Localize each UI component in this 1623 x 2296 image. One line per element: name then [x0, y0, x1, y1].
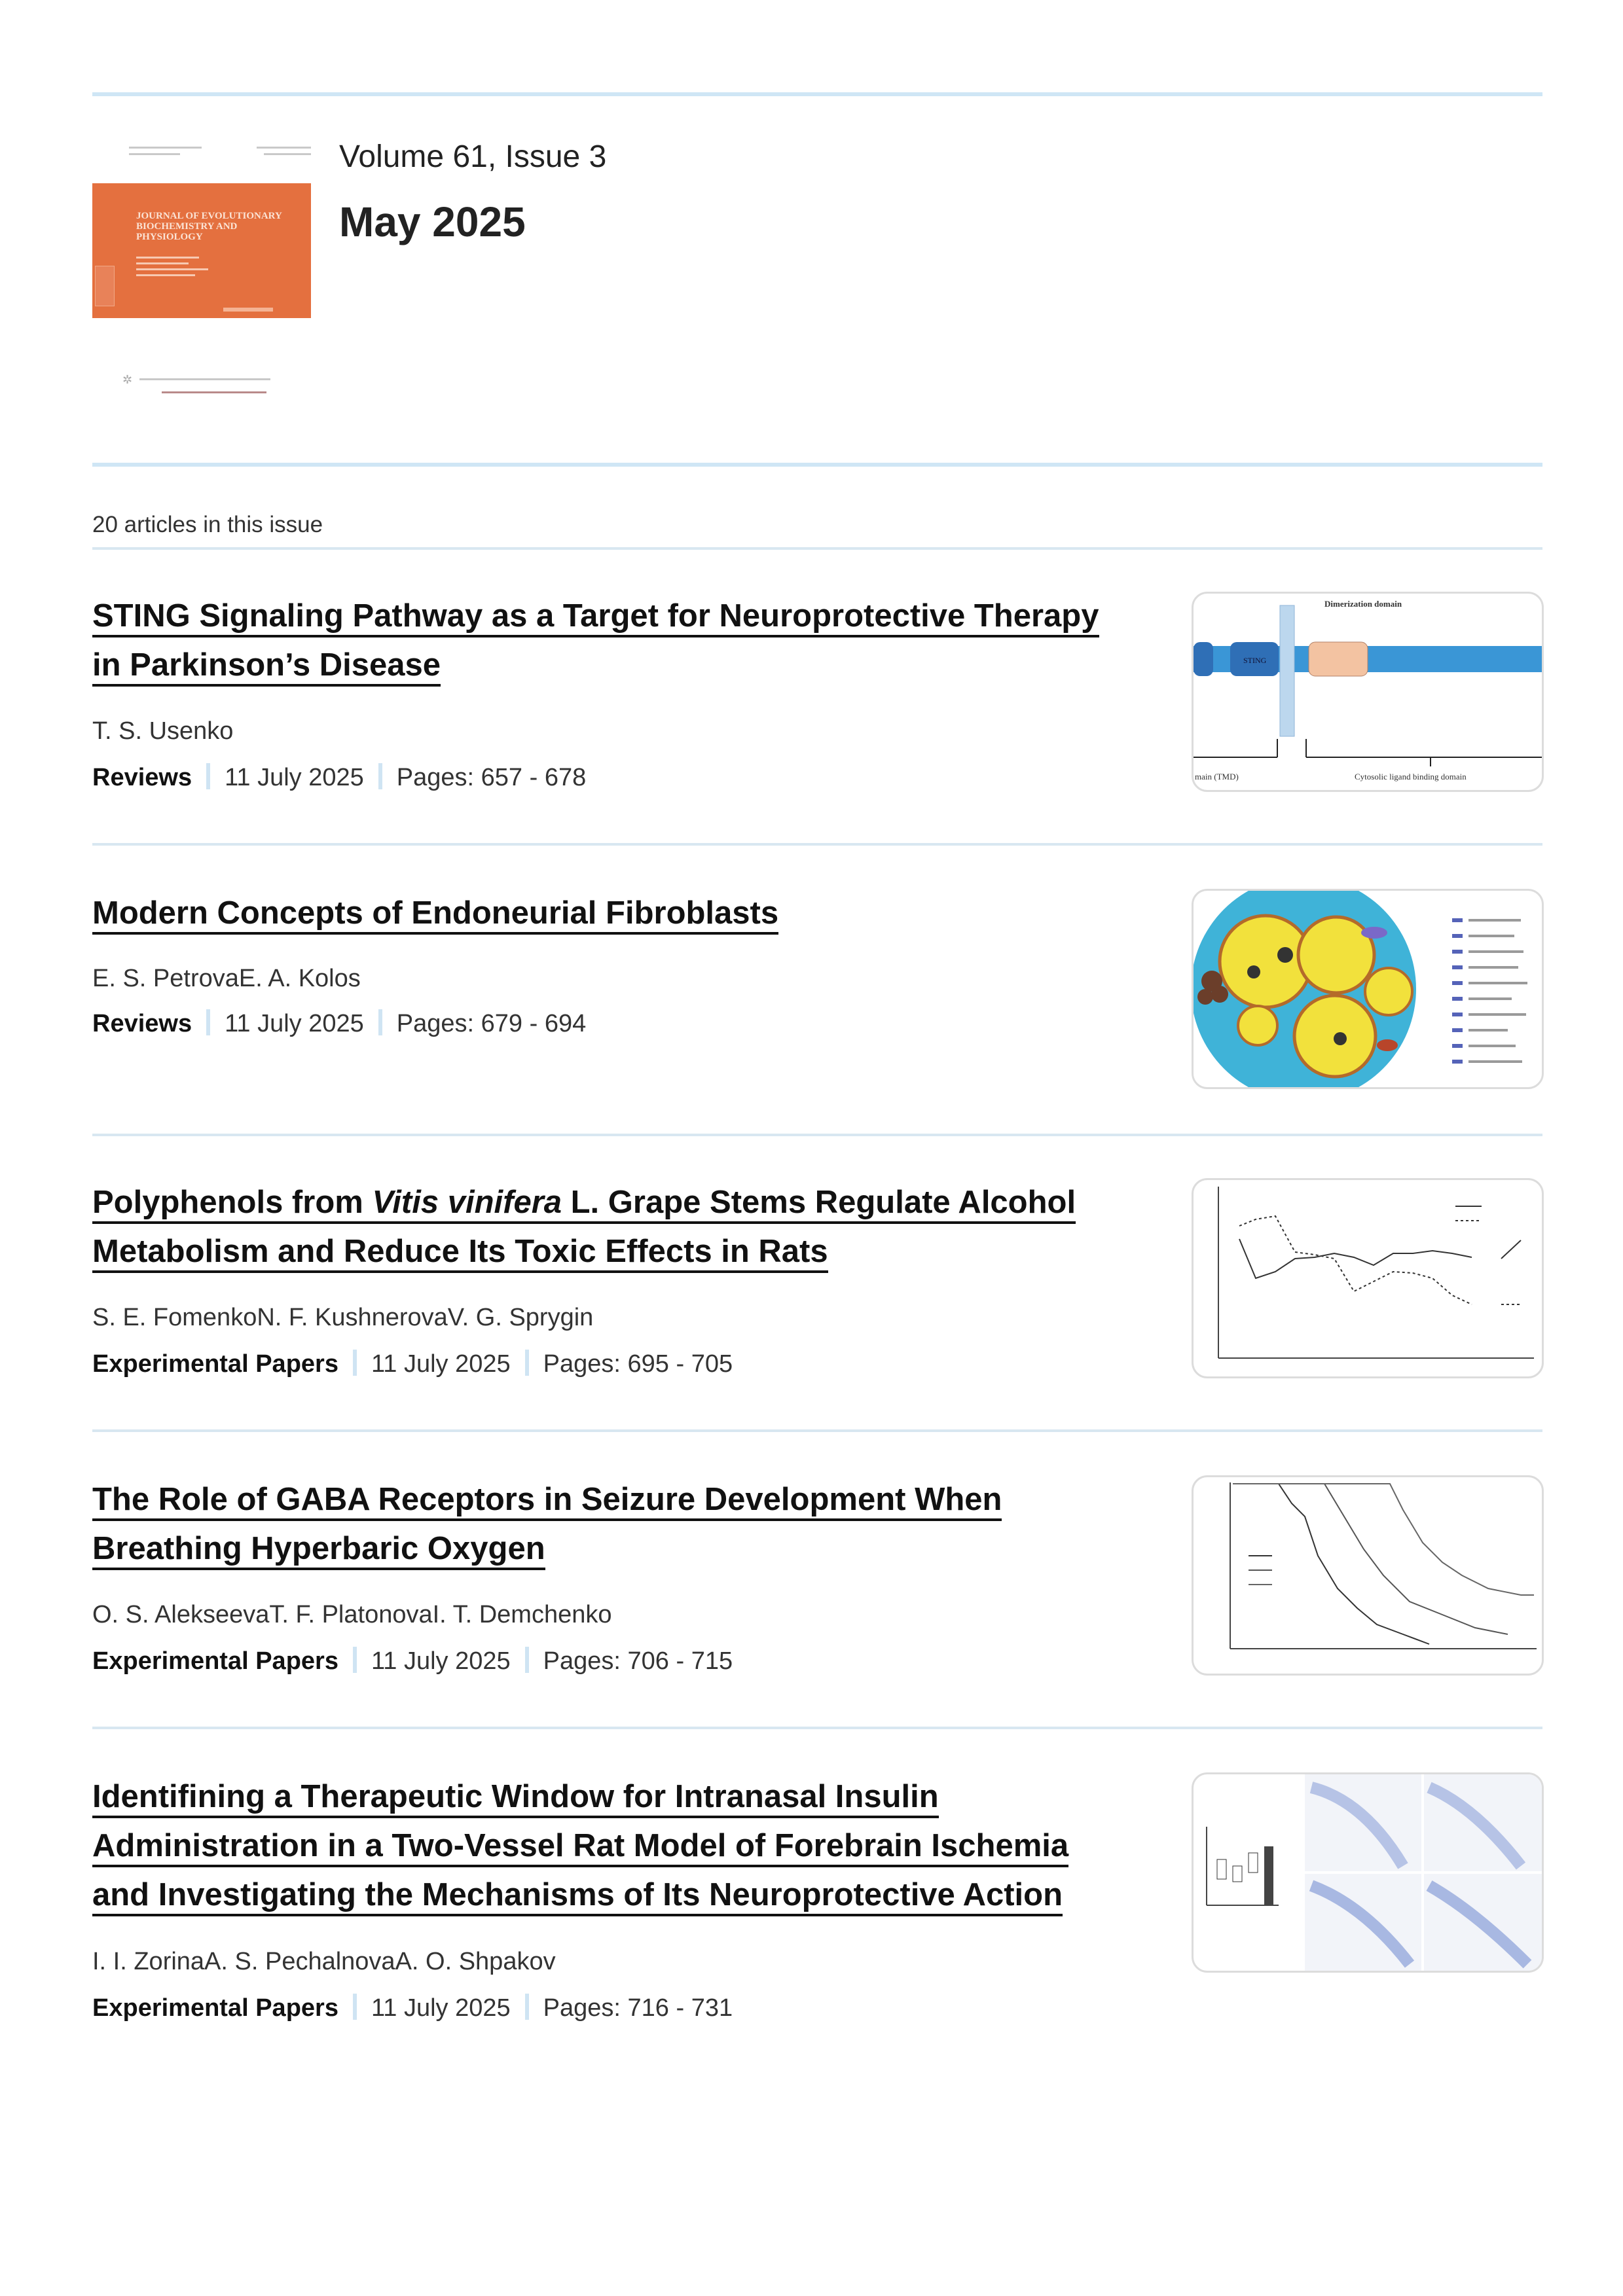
- article-divider: [92, 1134, 1542, 1136]
- article-figure-thumbnail[interactable]: [1192, 1178, 1544, 1378]
- meta-separator: [525, 1350, 529, 1376]
- article-title-link[interactable]: [92, 592, 1153, 690]
- issue-volume: Volume 61, Issue 3: [339, 139, 607, 174]
- article-pages: Pages: 695 - 705: [543, 1350, 733, 1378]
- article-divider: [92, 1727, 1542, 1729]
- thumb-label-dimer: Dimerization domain: [1324, 599, 1402, 609]
- article-figure-thumbnail[interactable]: [1192, 1772, 1544, 1973]
- article-pages: Pages: 657 - 678: [396, 764, 587, 791]
- article-divider: [92, 843, 1542, 846]
- journal-cover-image[interactable]: [92, 147, 311, 422]
- publisher-star-icon: ✲: [122, 373, 133, 386]
- meta-separator: [353, 1350, 357, 1376]
- thumb-label-sting: STING: [1243, 656, 1267, 665]
- article-figure-thumbnail[interactable]: [1192, 592, 1544, 792]
- title-part[interactable]: Polyphenols from: [92, 1185, 373, 1220]
- article-title-line[interactable]: Administration in a Two-Vessel Rat Model of Forebrain Ischemia: [92, 1828, 1068, 1867]
- article-title-line[interactable]: Identifining a Therapeutic Window for Intranasal Insulin: [92, 1779, 939, 1818]
- article-count: 20 articles in this issue: [92, 512, 323, 537]
- meta-separator: [353, 1647, 357, 1673]
- article-title-link[interactable]: [92, 1772, 1153, 1920]
- header-top-rule: [92, 92, 1542, 96]
- meta-separator: [525, 1647, 529, 1673]
- article-pages: Pages: 716 - 731: [543, 1994, 733, 2022]
- cover-title: JOURNAL OF EVOLUTIONARY BIOCHEMISTRY AND PHYSIOLOGY: [136, 211, 282, 242]
- meta-separator: [206, 1009, 210, 1035]
- article-pages: Pages: 679 - 694: [396, 1010, 587, 1037]
- article-title-line[interactable]: The Role of GABA Receptors in Seizure Development When: [92, 1482, 1002, 1521]
- cover-editor-lines: [136, 257, 208, 280]
- article-title-line[interactable]: Modern Concepts of Endoneurial Fibroblasts: [92, 895, 778, 935]
- meta-separator: [378, 763, 382, 789]
- article-authors: S. E. FomenkoN. F. KushnerovaV. G. Sprygin: [92, 1304, 594, 1331]
- article-authors: T. S. Usenko: [92, 717, 234, 745]
- article-authors: I. I. ZorinaA. S. PechalnovaA. O. Shpakov: [92, 1948, 556, 1975]
- meta-separator: [353, 1994, 357, 2020]
- cover-bottom-tag: [223, 308, 273, 312]
- article-figure-thumbnail[interactable]: [1192, 1475, 1544, 1676]
- article-pages: Pages: 706 - 715: [543, 1647, 733, 1675]
- issue-date: May 2025: [339, 198, 526, 245]
- article-title-line[interactable]: STING Signaling Pathway as a Target for Neuroprotective Therapy: [92, 598, 1099, 637]
- article-item: [92, 592, 1542, 801]
- title-part-italic[interactable]: Vitis vinifera: [372, 1185, 562, 1220]
- title-part[interactable]: L. Grape Stems Regulate Alcohol: [562, 1185, 1076, 1220]
- meta-separator: [525, 1994, 529, 2020]
- header-bottom-rule: [92, 463, 1542, 467]
- article-type: Reviews: [92, 1010, 192, 1037]
- article-meta: [92, 1009, 586, 1038]
- article-date: 11 July 2025: [371, 1350, 511, 1378]
- article-item: [92, 1178, 1542, 1394]
- cover-panel: [92, 183, 311, 318]
- article-meta: [92, 1350, 733, 1378]
- article-authors: E. S. PetrovaE. A. Kolos: [92, 965, 361, 992]
- meta-separator: [378, 1009, 382, 1035]
- article-divider: [92, 1429, 1542, 1432]
- article-item: [92, 889, 1542, 1085]
- article-item: [92, 1772, 1542, 2047]
- article-type: Reviews: [92, 764, 192, 791]
- thumb-label-cytosolic: Cytosolic ligand binding domain: [1355, 772, 1467, 781]
- article-meta: [92, 1647, 733, 1676]
- article-title-link[interactable]: [92, 1475, 1153, 1573]
- article-title-line[interactable]: in Parkinson’s Disease: [92, 647, 441, 687]
- article-meta: [92, 1994, 733, 2022]
- article-date: 11 July 2025: [225, 1010, 364, 1037]
- article-authors: O. S. AlekseevaT. F. PlatonovaI. T. Demchenko: [92, 1601, 612, 1628]
- article-title-line[interactable]: Metabolism and Reduce Its Toxic Effects in Rats: [92, 1234, 828, 1273]
- article-date: 11 July 2025: [371, 1647, 511, 1675]
- cover-header-strip: [129, 147, 311, 183]
- article-type: Experimental Papers: [92, 1994, 338, 2022]
- count-rule: [92, 547, 1542, 550]
- cover-side-badge: [95, 266, 115, 306]
- article-title-link[interactable]: [92, 889, 1153, 938]
- article-title-line[interactable]: and Investigating the Mechanisms of Its Neuroprotective Action: [92, 1877, 1063, 1916]
- meta-separator: [206, 763, 210, 789]
- article-meta: [92, 763, 586, 792]
- article-date: 11 July 2025: [371, 1994, 511, 2022]
- article-title-line[interactable]: Breathing Hyperbaric Oxygen: [92, 1531, 545, 1570]
- article-title-link[interactable]: [92, 1178, 1153, 1276]
- article-figure-thumbnail[interactable]: [1192, 889, 1544, 1089]
- article-type: Experimental Papers: [92, 1350, 338, 1378]
- article-title-line[interactable]: [92, 1185, 1076, 1224]
- article-date: 11 July 2025: [225, 764, 364, 791]
- article-item: [92, 1475, 1542, 1691]
- article-type: Experimental Papers: [92, 1647, 338, 1675]
- thumb-label-tmd: main (TMD): [1195, 772, 1239, 781]
